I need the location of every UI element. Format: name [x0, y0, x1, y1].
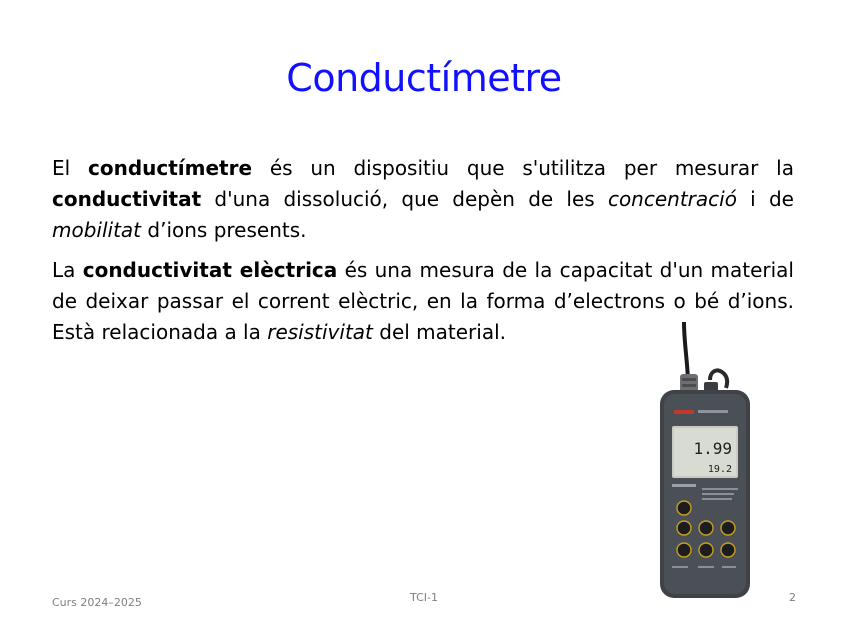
text-run: és una mesura de la capacitat d'un material de deixar passar el corrent elèctric, en la forma d’electrons o bé d’ions. Està relacionada a la	[52, 258, 794, 344]
italic-term-mobility: mobilitat	[52, 218, 142, 242]
conductivity-meter-image	[640, 322, 764, 604]
footer-subject: TCI-1	[410, 591, 438, 604]
footer-slide-number: 2	[789, 591, 796, 604]
display-main-reading: 1.99	[693, 439, 732, 458]
text-run: El	[52, 156, 88, 180]
italic-term-resistivity: resistivitat	[267, 320, 373, 344]
text-run: és un dispositiu que s'utilitza per mesurar la	[252, 156, 794, 180]
text-run: del material.	[372, 320, 506, 344]
display-sub-reading: 19.2	[707, 464, 732, 475]
bold-term-conductivity: conductivitat	[52, 187, 202, 211]
italic-term-concentration: concentració	[607, 187, 737, 211]
probe-cable	[684, 322, 688, 380]
bold-term-electrical-conductivity: conductivitat elèctrica	[82, 258, 338, 282]
text-run: d'una dissolució, que depèn de les	[201, 187, 608, 211]
bold-term-conductimeter: conductímetre	[87, 156, 253, 180]
text-run: i de	[736, 187, 794, 211]
text-run: La	[52, 258, 83, 282]
paragraph-conductimeter-definition	[52, 153, 794, 246]
text-run: d’ions presents.	[141, 218, 307, 242]
page-title: Conductímetre	[286, 56, 562, 100]
footer-course: Curs 2024–2025	[52, 596, 142, 609]
